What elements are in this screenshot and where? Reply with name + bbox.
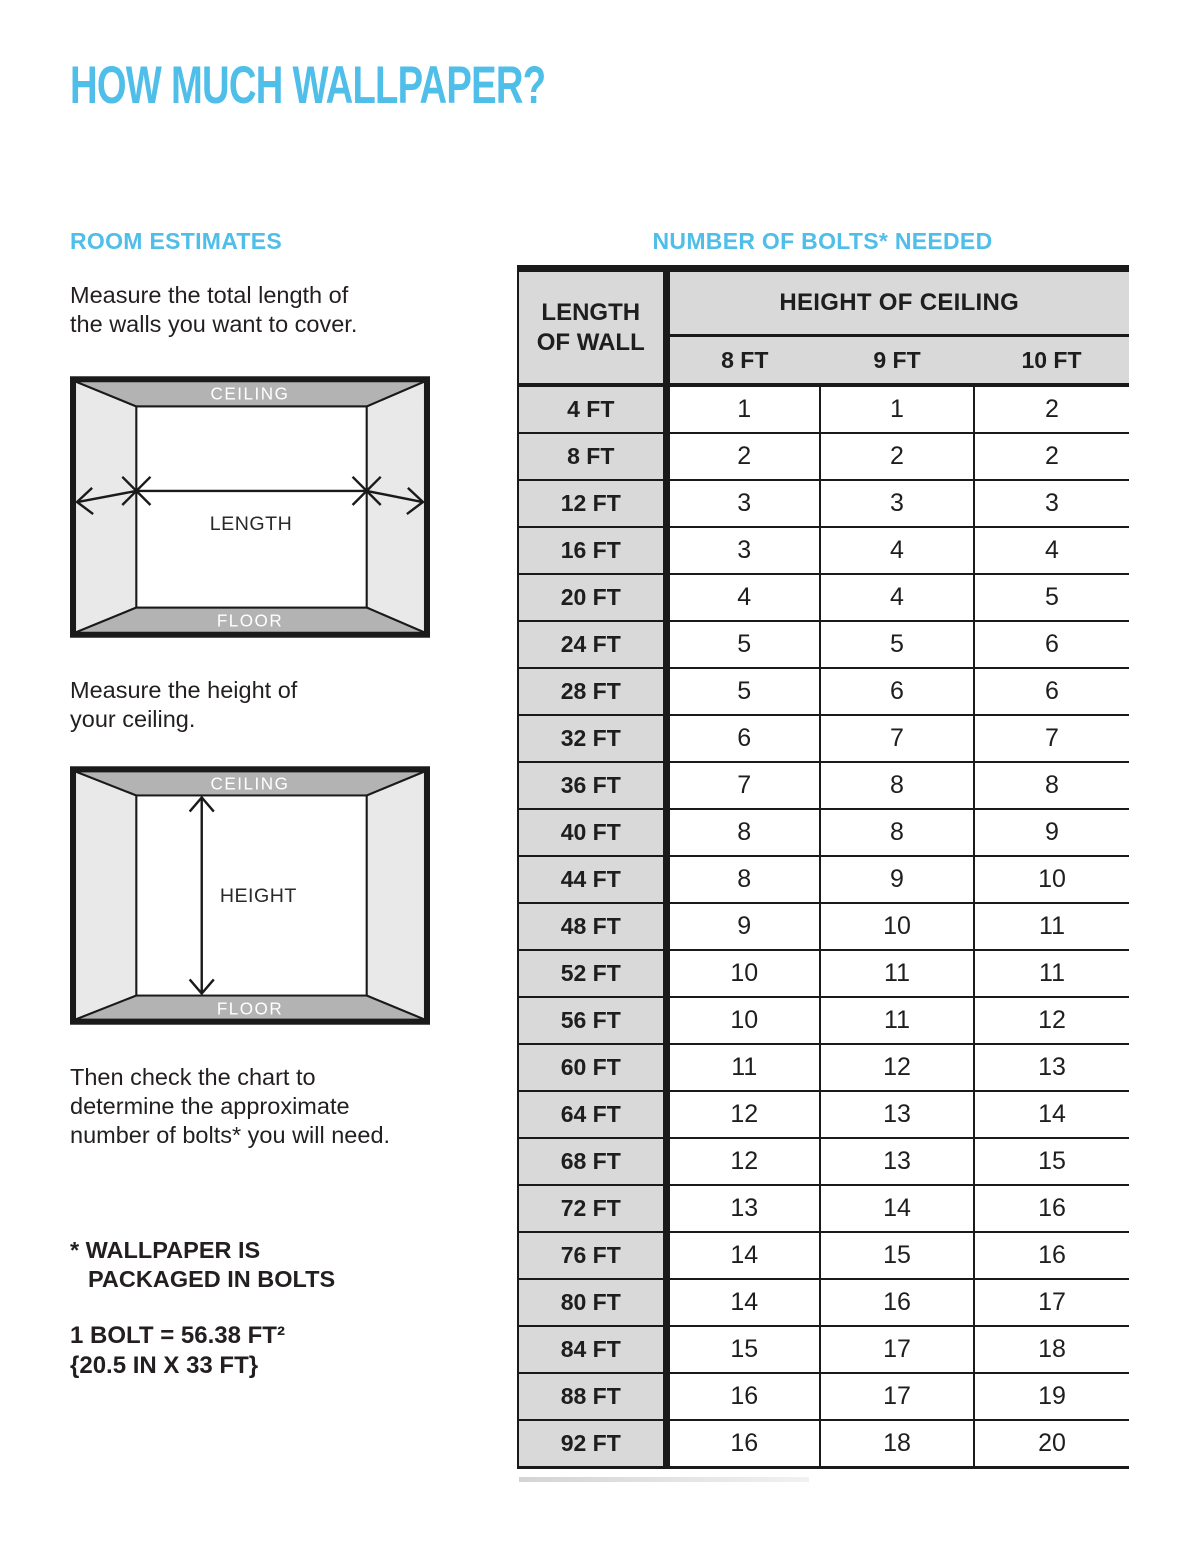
row-length-header: 60 FT [518, 1044, 666, 1091]
bolt-count-cell: 7 [820, 715, 974, 762]
bolt-count-cell: 10 [666, 997, 820, 1044]
table-row [518, 809, 1129, 856]
row-length-header: 12 FT [518, 480, 666, 527]
room-height-diagram [70, 766, 430, 1025]
ceiling-label: CEILING [210, 774, 290, 794]
step1-line2: the walls you want to cover. [70, 311, 358, 337]
bolt-count-cell: 17 [974, 1279, 1129, 1326]
bolt-count-cell: 11 [666, 1044, 820, 1091]
step1-line1: Measure the total length of [70, 282, 349, 308]
table-row [518, 385, 1129, 433]
table-row [518, 762, 1129, 809]
bolt-count-cell: 5 [974, 574, 1129, 621]
bolt-count-cell: 5 [820, 621, 974, 668]
table-row [518, 715, 1129, 762]
bolt-count-cell: 11 [820, 997, 974, 1044]
bolt-count-cell: 15 [666, 1326, 820, 1373]
bolt-count-cell: 12 [666, 1091, 820, 1138]
bolts-table-heading: NUMBER OF BOLTS* NEEDED [652, 228, 993, 254]
bolt-count-cell: 17 [820, 1326, 974, 1373]
row-length-header: 8 FT [518, 433, 666, 480]
bolt-count-cell: 2 [974, 385, 1129, 433]
table-row [518, 1185, 1129, 1232]
bolts-needed-table [517, 265, 1129, 1469]
row-length-header: 4 FT [518, 385, 666, 433]
bolt-count-cell: 8 [666, 809, 820, 856]
right-wall-panel [367, 771, 425, 1019]
col-header-9ft: 9 FT [820, 336, 974, 386]
floor-label: FLOOR [216, 999, 284, 1019]
row-length-header: 24 FT [518, 621, 666, 668]
col-header-8ft: 8 FT [666, 336, 820, 386]
row-length-header: 92 FT [518, 1420, 666, 1468]
bolt-count-cell: 7 [666, 762, 820, 809]
bolt-count-cell: 11 [974, 903, 1129, 950]
bolt-count-cell: 2 [974, 433, 1129, 480]
bolt-count-cell: 3 [974, 480, 1129, 527]
back-wall-panel [136, 406, 366, 607]
bolt-count-cell: 8 [820, 762, 974, 809]
bolt-count-cell: 11 [820, 950, 974, 997]
bolt-count-cell: 15 [974, 1138, 1129, 1185]
bolt-count-cell: 16 [666, 1373, 820, 1420]
bolt-count-cell: 14 [974, 1091, 1129, 1138]
bolt-count-cell: 3 [820, 480, 974, 527]
bolt-count-cell: 4 [666, 574, 820, 621]
bolt-count-cell: 4 [820, 574, 974, 621]
room-length-diagram [70, 376, 430, 638]
bolt-count-cell: 6 [974, 668, 1129, 715]
length-of-wall-line1: LENGTH [541, 298, 641, 326]
table-row [518, 856, 1129, 903]
row-length-header: 68 FT [518, 1138, 666, 1185]
bolt-spec-line1: 1 BOLT = 56.38 FT² [70, 1322, 285, 1349]
bolt-count-cell: 3 [666, 527, 820, 574]
table-row [518, 1279, 1129, 1326]
table-row [518, 621, 1129, 668]
bolt-count-cell: 1 [820, 385, 974, 433]
table-row [518, 527, 1129, 574]
bolt-count-cell: 13 [820, 1091, 974, 1138]
bolt-count-cell: 13 [820, 1138, 974, 1185]
bolt-count-cell: 5 [666, 668, 820, 715]
bolt-count-cell: 14 [666, 1279, 820, 1326]
bolt-count-cell: 13 [666, 1185, 820, 1232]
bolt-count-cell: 11 [974, 950, 1129, 997]
table-row [518, 574, 1129, 621]
row-length-header: 56 FT [518, 997, 666, 1044]
bolt-count-cell: 7 [974, 715, 1129, 762]
left-wall-panel [75, 771, 136, 1019]
row-length-header: 16 FT [518, 527, 666, 574]
table-row [518, 433, 1129, 480]
bolt-count-cell: 9 [974, 809, 1129, 856]
bolt-count-cell: 8 [666, 856, 820, 903]
table-row [518, 1232, 1129, 1279]
bolt-count-cell: 2 [666, 433, 820, 480]
row-length-header: 84 FT [518, 1326, 666, 1373]
row-length-header: 48 FT [518, 903, 666, 950]
row-length-header: 40 FT [518, 809, 666, 856]
bolt-count-cell: 6 [974, 621, 1129, 668]
table-row [518, 1420, 1129, 1468]
height-of-ceiling-header: HEIGHT OF CEILING [666, 269, 1129, 336]
row-length-header: 20 FT [518, 574, 666, 621]
table-row [518, 1091, 1129, 1138]
bolt-count-cell: 9 [820, 856, 974, 903]
footnote-line1: * WALLPAPER IS [70, 1237, 261, 1263]
bolt-count-cell: 8 [820, 809, 974, 856]
bolt-count-cell: 8 [974, 762, 1129, 809]
bolt-count-cell: 6 [666, 715, 820, 762]
page-title: HOW MUCH WALLPAPER? [70, 56, 546, 115]
table-row [518, 668, 1129, 715]
step2-line1: Measure the height of [70, 677, 298, 703]
row-length-header: 44 FT [518, 856, 666, 903]
bolt-count-cell: 2 [820, 433, 974, 480]
wallpaper-bolts-footnote [70, 1236, 335, 1294]
ceiling-label: CEILING [210, 384, 290, 404]
table-row [518, 1044, 1129, 1091]
col-header-10ft: 10 FT [974, 336, 1129, 386]
bolt-count-cell: 10 [974, 856, 1129, 903]
table-row [518, 903, 1129, 950]
table-row [518, 1326, 1129, 1373]
bolt-count-cell: 18 [820, 1420, 974, 1468]
table-bottom-shadow [519, 1477, 809, 1482]
bolt-count-cell: 12 [974, 997, 1129, 1044]
step3-line1: Then check the chart to [70, 1064, 316, 1090]
length-of-wall-header [518, 269, 666, 386]
table-row [518, 950, 1129, 997]
bolt-count-cell: 16 [666, 1420, 820, 1468]
row-length-header: 88 FT [518, 1373, 666, 1420]
step3-text [70, 1063, 390, 1150]
bolts-table-body [518, 385, 1129, 1468]
bolt-spec-line2: {20.5 IN X 33 FT} [70, 1352, 259, 1379]
bolt-spec [70, 1321, 285, 1381]
bolt-count-cell: 19 [974, 1373, 1129, 1420]
bolt-count-cell: 20 [974, 1420, 1129, 1468]
step3-line2: determine the approximate [70, 1093, 350, 1119]
step3-line3: number of bolts* you will need. [70, 1122, 391, 1148]
bolt-count-cell: 17 [820, 1373, 974, 1420]
bolt-count-cell: 10 [666, 950, 820, 997]
bolt-count-cell: 15 [820, 1232, 974, 1279]
bolt-count-cell: 16 [820, 1279, 974, 1326]
row-length-header: 80 FT [518, 1279, 666, 1326]
step1-text [70, 281, 357, 339]
bolt-count-cell: 6 [820, 668, 974, 715]
row-length-header: 72 FT [518, 1185, 666, 1232]
bolt-count-cell: 1 [666, 385, 820, 433]
room-length-diagram-svg [70, 376, 430, 638]
table-row [518, 480, 1129, 527]
bolt-count-cell: 18 [974, 1326, 1129, 1373]
room-estimates-heading: ROOM ESTIMATES [70, 228, 283, 254]
bolt-count-cell: 12 [820, 1044, 974, 1091]
row-length-header: 64 FT [518, 1091, 666, 1138]
bolt-count-cell: 16 [974, 1232, 1129, 1279]
floor-label: FLOOR [216, 611, 284, 631]
bolt-count-cell: 9 [666, 903, 820, 950]
room-height-diagram-svg [70, 766, 430, 1025]
bolt-count-cell: 14 [820, 1185, 974, 1232]
row-length-header: 32 FT [518, 715, 666, 762]
bolt-count-cell: 4 [974, 527, 1129, 574]
table-row [518, 1138, 1129, 1185]
step2-text [70, 676, 297, 734]
bolt-count-cell: 16 [974, 1185, 1129, 1232]
height-label: HEIGHT [219, 885, 297, 908]
footnote-line2: PACKAGED IN BOLTS [88, 1266, 336, 1292]
bolt-count-cell: 13 [974, 1044, 1129, 1091]
table-row [518, 1373, 1129, 1420]
table-row [518, 997, 1129, 1044]
length-label: LENGTH [209, 513, 293, 536]
bolt-count-cell: 5 [666, 621, 820, 668]
bolt-count-cell: 4 [820, 527, 974, 574]
bolt-count-cell: 10 [820, 903, 974, 950]
row-length-header: 36 FT [518, 762, 666, 809]
bolt-count-cell: 3 [666, 480, 820, 527]
row-length-header: 52 FT [518, 950, 666, 997]
length-of-wall-line2: OF WALL [536, 328, 645, 356]
row-length-header: 76 FT [518, 1232, 666, 1279]
step2-line2: your ceiling. [70, 706, 196, 732]
bolt-count-cell: 14 [666, 1232, 820, 1279]
row-length-header: 28 FT [518, 668, 666, 715]
bolt-count-cell: 12 [666, 1138, 820, 1185]
